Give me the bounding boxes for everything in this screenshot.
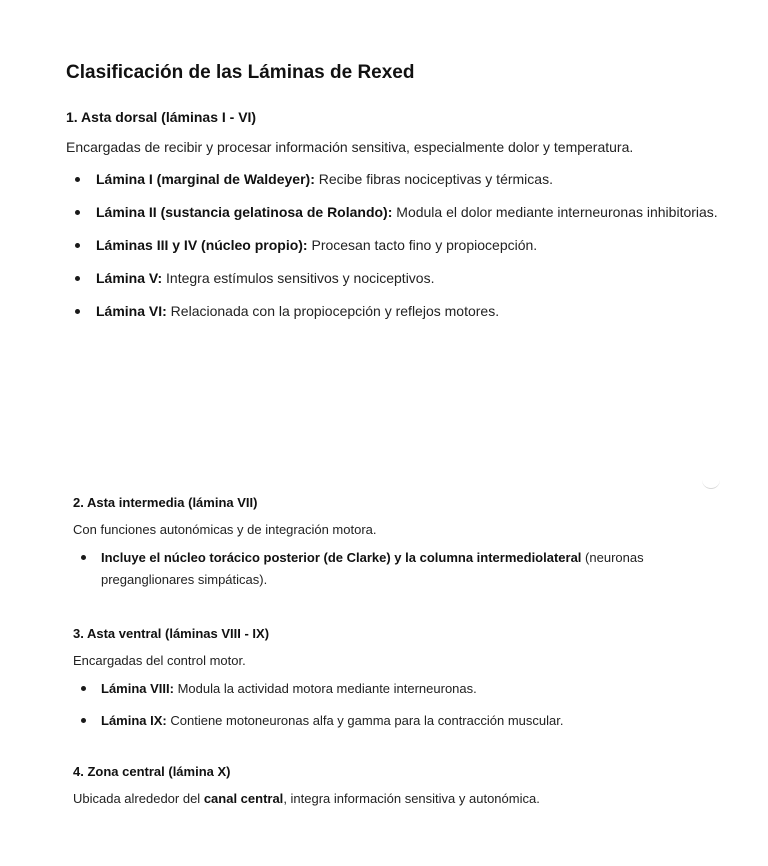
- section-heading: 4. Zona central (lámina X): [73, 764, 231, 779]
- lamina-list: [66, 168, 726, 323]
- page-title: Clasificación de las Láminas de Rexed: [66, 62, 415, 83]
- item-text: Modula la actividad motora mediante interneuronas.: [173, 681, 477, 696]
- page-corner-mark: [702, 478, 720, 489]
- item-term: Lámina IX:: [101, 713, 167, 728]
- section-description: Encargadas de recibir y procesar información sensitiva, especialmente dolor y temperatura.: [66, 139, 634, 155]
- section-description: Encargadas del control motor.: [73, 653, 246, 668]
- item-term: Lámina VIII:: [101, 681, 174, 696]
- item-text: Procesan tacto fino y propiocepción.: [307, 237, 538, 253]
- description-after: , integra información sensitiva y autonómica.: [283, 791, 540, 806]
- list-item: [73, 678, 713, 700]
- item-text: Modula el dolor mediante interneuronas inhibitorias.: [392, 204, 718, 220]
- section-description: Con funciones autonómicas y de integración motora.: [73, 522, 377, 537]
- section-asta-ventral: [73, 626, 713, 732]
- list-item: [73, 710, 713, 732]
- list-item: [66, 267, 726, 290]
- list-item: [66, 168, 726, 191]
- list-item: [66, 201, 726, 224]
- description-before: Ubicada alrededor del: [73, 791, 204, 806]
- section-heading: 1. Asta dorsal (láminas I - VI): [66, 109, 257, 125]
- section-description: [73, 791, 713, 806]
- item-term: Lámina II (sustancia gelatinosa de Rolando):: [96, 204, 393, 220]
- item-term: Lámina I (marginal de Waldeyer):: [96, 171, 315, 187]
- item-term: Lámina V:: [96, 270, 163, 286]
- section-heading: 2. Asta intermedia (lámina VII): [73, 495, 258, 510]
- item-text: (neuronas preganglionares simpáticas).: [101, 550, 644, 587]
- lamina-list: [73, 678, 713, 732]
- item-term: Láminas III y IV (núcleo propio):: [96, 237, 308, 253]
- item-text: Contiene motoneuronas alfa y gamma para la contracción muscular.: [166, 713, 564, 728]
- list-item: [66, 234, 726, 257]
- lamina-list: [73, 547, 713, 591]
- item-text: Integra estímulos sensitivos y nociceptivos.: [162, 270, 435, 286]
- section-asta-intermedia: [73, 495, 713, 591]
- item-text: Relacionada con la propiocepción y reflejos motores.: [166, 303, 500, 319]
- item-term: Lámina VI:: [96, 303, 167, 319]
- section-zona-central: [73, 764, 713, 806]
- item-text: Recibe fibras nociceptivas y térmicas.: [314, 171, 553, 187]
- section-heading: 3. Asta ventral (láminas VIII - IX): [73, 626, 270, 641]
- section-asta-dorsal: [66, 109, 726, 323]
- list-item: [66, 300, 726, 323]
- item-term: Incluye el núcleo torácico posterior (de Clarke) y la columna intermediolateral: [101, 550, 582, 565]
- list-item: [73, 547, 713, 591]
- description-bold-term: canal central: [203, 791, 284, 806]
